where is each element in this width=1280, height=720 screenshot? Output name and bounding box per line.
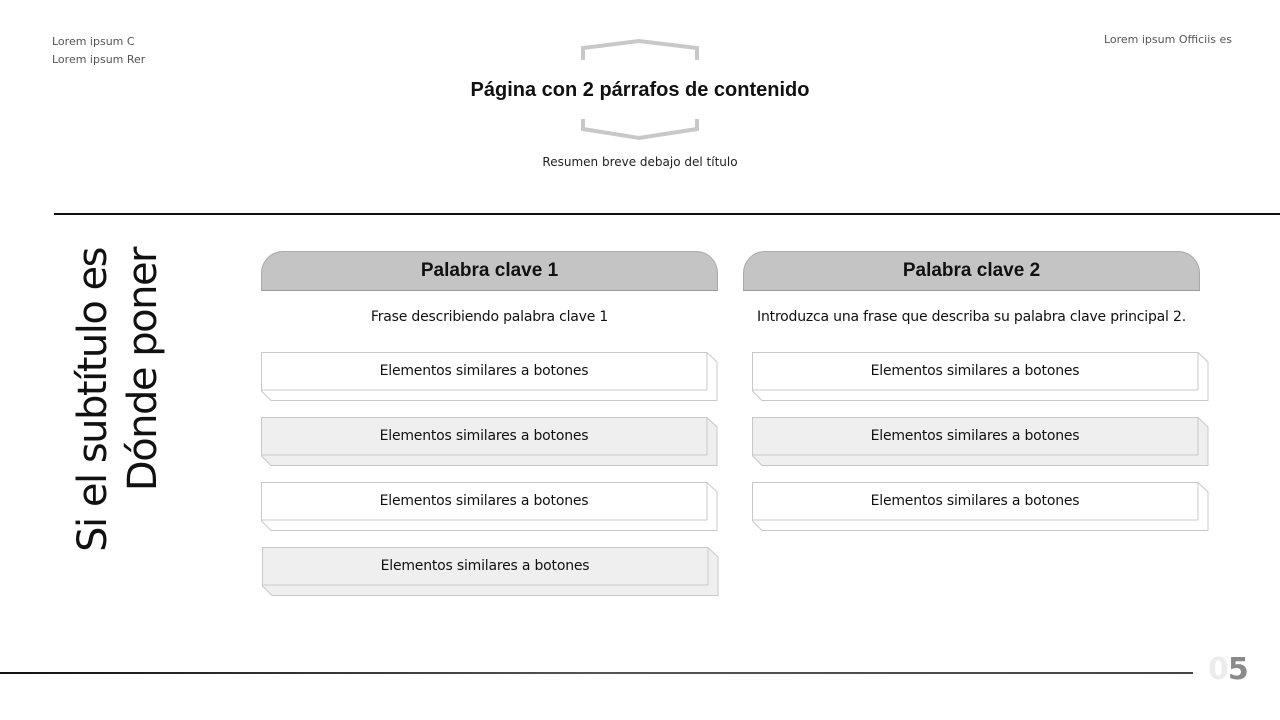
button-like-element[interactable] — [752, 352, 1208, 401]
button-list-2 — [752, 352, 1208, 547]
keyword-header-1: Palabra clave 1 — [261, 251, 718, 291]
page-subtitle: Resumen breve debajo del título — [542, 155, 738, 169]
keyword-description-1: Frase describiendo palabra clave 1 — [370, 309, 609, 325]
button-like-element[interactable] — [261, 482, 717, 531]
button-list-1 — [261, 352, 717, 612]
page-title: Página con 2 párrafos de contenido — [470, 79, 810, 101]
button-label: Elementos similares a botones — [379, 493, 589, 509]
button-like-element[interactable] — [752, 417, 1208, 466]
top-divider — [54, 213, 1280, 215]
hexagon-bottom-bracket-icon — [580, 117, 700, 141]
button-like-element[interactable] — [261, 352, 717, 401]
button-label: Elementos similares a botones — [379, 363, 589, 379]
side-title-line-2: Dónde poner — [120, 248, 166, 492]
keyword-header-2: Palabra clave 2 — [743, 251, 1200, 291]
keyword-column-2 — [743, 251, 1200, 509]
button-label: Elementos similares a botones — [870, 363, 1080, 379]
page-number — [1208, 652, 1248, 687]
button-like-element[interactable] — [752, 482, 1208, 531]
hexagon-top-bracket-icon — [580, 38, 700, 62]
side-title — [68, 248, 168, 568]
button-label: Elementos similares a botones — [379, 428, 589, 444]
header-meta-right: Lorem ipsum Officiis es — [1103, 33, 1232, 46]
bottom-divider — [0, 672, 1193, 674]
keyword-description-2: Introduzca una frase que describa su palabra clave principal 2. — [757, 309, 1186, 325]
meta-line-2: Lorem ipsum Rer — [52, 53, 146, 66]
side-title-line-1: Si el subtítulo es — [70, 248, 116, 552]
page-number-prefix: 0 — [1208, 652, 1228, 687]
meta-line-1: Lorem ipsum C — [52, 35, 135, 48]
keyword-column-1 — [261, 251, 718, 574]
button-like-element[interactable] — [261, 417, 717, 466]
header-meta-left — [52, 33, 145, 69]
button-label: Elementos similares a botones — [380, 558, 590, 574]
button-like-element[interactable] — [262, 547, 718, 596]
page-number-value: 5 — [1227, 652, 1248, 687]
button-label: Elementos similares a botones — [870, 428, 1080, 444]
button-label: Elementos similares a botones — [870, 493, 1080, 509]
